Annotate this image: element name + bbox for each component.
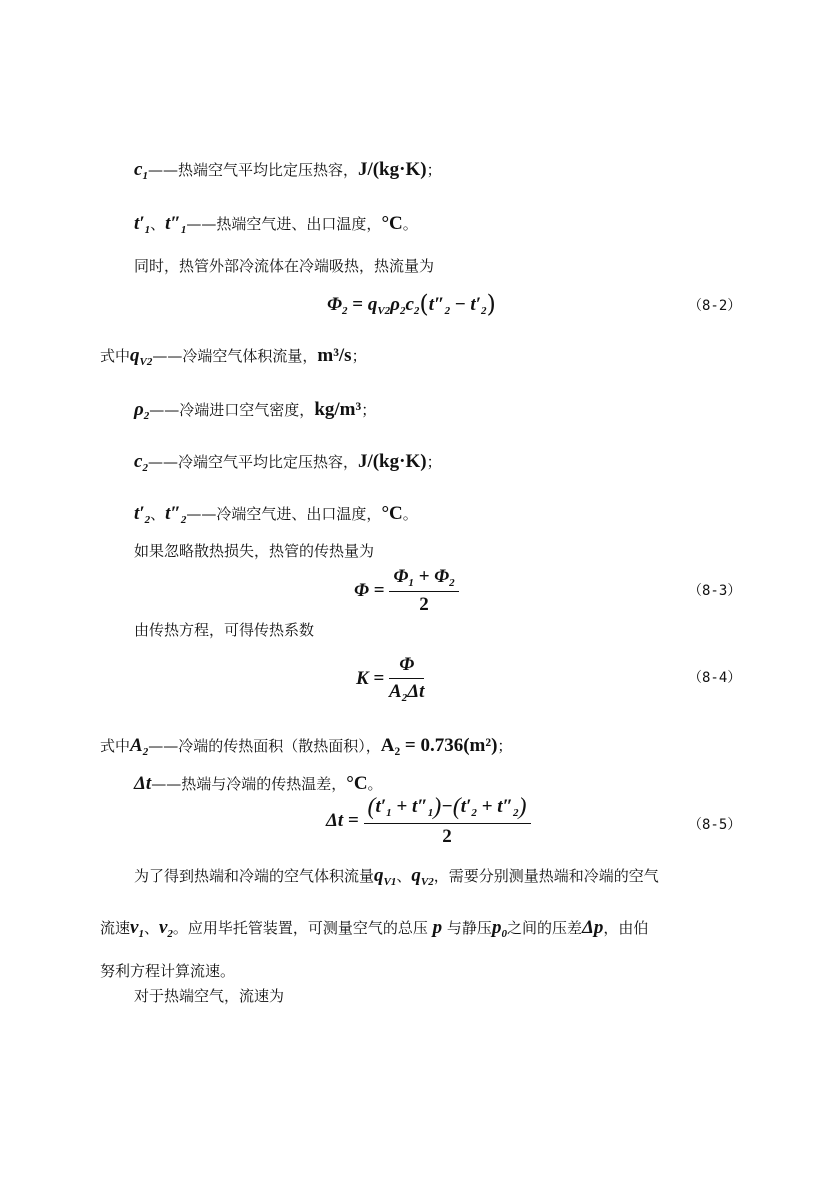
- unit-dt: °C: [346, 773, 368, 794]
- def-c2: [134, 452, 442, 478]
- punct: 。: [367, 775, 383, 793]
- text: 流速: [100, 919, 131, 937]
- unit-t1: °C: [381, 213, 403, 234]
- symbol-t1-in: $t'_1$: [134, 213, 151, 236]
- punct: 、: [396, 867, 412, 885]
- def-t2: [134, 504, 418, 530]
- symbol-c1: $c_1$: [134, 159, 148, 182]
- punct: ；: [361, 401, 377, 419]
- text: 之间的压差: [506, 919, 582, 937]
- eq-number-8-2: （8-2）: [688, 298, 742, 314]
- para-nuli: 努利方程计算流速。: [100, 962, 236, 980]
- def-a2-text: ——冷端的传热面积（散热面积），: [148, 737, 381, 755]
- def-a2: [100, 736, 512, 762]
- para-liusu: [100, 918, 648, 944]
- para-ruguo: 如果忽略散热损失，热管的传热量为: [134, 542, 375, 560]
- symbol-v2: $v_2$: [158, 917, 173, 940]
- symbol-qv2-inline: $q_{V2}$: [411, 865, 434, 888]
- text: ，需要分别测量热端和冷端的空气: [433, 867, 659, 885]
- symbol-p: p: [427, 917, 447, 938]
- punct: 、: [150, 505, 166, 523]
- equation-8-5: Δt = $\frac{(t'_1 + t''_1)-(t'_2 + t''_2)}{2}$: [326, 794, 531, 848]
- symbol-rho2: $\rho_2$: [134, 399, 150, 422]
- def-rho2: [134, 400, 376, 426]
- symbol-t1-out: $t''_1$: [165, 213, 187, 236]
- unit-c1: J/(kg·K): [357, 159, 427, 180]
- equation-8-3: Φ = $\frac{\Phi_1 + \Phi_2}{2}$: [354, 566, 459, 616]
- symbol-a2: $A_2$: [130, 735, 149, 758]
- equation-8-4: K = $\frac{\Phi}{A_2\Delta t}$: [356, 654, 425, 704]
- value-a2: A₂ = 0.736(m²): [380, 735, 498, 756]
- def-t2-text: ——冷端空气进、出口温度，: [186, 505, 382, 523]
- unit-t2: °C: [381, 503, 403, 524]
- def-c2-text: ——冷端空气平均比定压热容，: [147, 453, 358, 471]
- symbol-t2-out: $t''_2$: [165, 503, 187, 526]
- symbol-qv1: $q_{V1}$: [374, 865, 397, 888]
- punct: 、: [150, 215, 166, 233]
- text: ，由伯: [603, 919, 649, 937]
- punct: ；: [351, 347, 367, 365]
- def-t1-text: ——热端空气进、出口温度，: [186, 215, 382, 233]
- text: 与静压: [446, 919, 492, 937]
- symbol-qv2: $q_{V2}$: [130, 345, 153, 368]
- punct: 、: [143, 919, 159, 937]
- text: 。应用毕托管装置，可测量空气的总压: [172, 919, 428, 937]
- def-qv2-text: ——冷端空气体积流量，: [152, 347, 318, 365]
- def-c1: [134, 160, 442, 186]
- para-you: 由传热方程，可得传热系数: [134, 621, 315, 639]
- eq-number-8-3: （8-3）: [688, 583, 742, 599]
- label-shizhong: 式中: [100, 737, 131, 755]
- para-duiyu: 对于热端空气，流速为: [134, 987, 285, 1005]
- symbol-dt: Δt: [134, 773, 152, 794]
- eq-number-8-4: （8-4）: [688, 670, 742, 686]
- label-shizhong: 式中: [100, 347, 131, 365]
- symbol-p0: $p_0$: [491, 917, 507, 940]
- text: 为了得到热端和冷端的空气体积流量: [134, 867, 375, 885]
- symbol-c2: $c_2$: [134, 451, 148, 474]
- def-c1-text: ——热端空气平均比定压热容，: [147, 161, 358, 179]
- para-weile: [134, 866, 659, 892]
- para-tongshi: 同时，热管外部冷流体在冷端吸热，热流量为: [134, 257, 435, 275]
- def-dt-text: ——热端与冷端的传热温差，: [151, 775, 347, 793]
- symbol-dp: Δp: [581, 917, 604, 938]
- symbol-v1: $v_1$: [130, 917, 144, 940]
- def-qv2: [100, 346, 367, 372]
- punct: ；: [497, 737, 513, 755]
- unit-rho2: kg/m³: [314, 399, 362, 420]
- punct: 。: [402, 215, 418, 233]
- eq-number-8-5: （8-5）: [688, 817, 742, 833]
- symbol-t2-in: $t'_2$: [134, 503, 151, 526]
- punct: ；: [426, 161, 442, 179]
- punct: ；: [426, 453, 442, 471]
- punct: 。: [402, 505, 418, 523]
- unit-c2: J/(kg·K): [357, 451, 427, 472]
- def-dt: [134, 774, 383, 794]
- unit-qv2: m³/s: [317, 345, 352, 366]
- def-rho2-text: ——冷端进口空气密度，: [149, 401, 315, 419]
- equation-8-2: $\Phi_2 = q_{V2}\rho_2c_2(t''_2 - t'_2)$: [327, 290, 496, 318]
- def-t1: [134, 214, 418, 240]
